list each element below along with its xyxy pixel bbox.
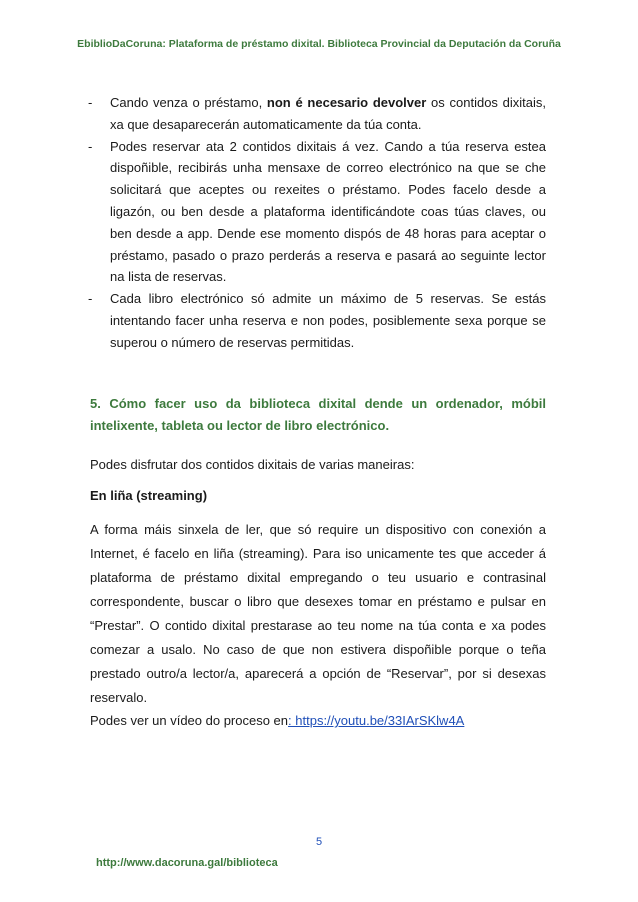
list-item [90, 288, 546, 353]
intro-text: Podes disfrutar dos contidos dixitais de varias maneiras: [90, 457, 415, 472]
bullet-text-end: os contidos dixitais, xa que desaparecerán automaticamente da túa conta. [110, 95, 546, 132]
footer-url: http://www.dacoruna.gal/biblioteca [96, 857, 278, 869]
streaming-paragraph: A forma máis sinxela de ler, que só require un dispositivo con conexión a Internet, é facelo en liña (streaming). Para iso unicamente tes que acceder á plataforma de préstamo dixital empregando o teu usuario e contrasinal correspondente, buscar o libro que desexes tomar en préstamo e pulsar en “Prestar”. O contido dixital prestarase ao teu nome na túa conta e xa podes comezar a usalo. No caso de que non estivera dispoñible porque o teña prestado outro/a lector/a, aparecerá a opción de “Reservar”, por si desexas reservalo. [90, 522, 546, 705]
video-line [90, 711, 546, 731]
page-number: 5 [315, 836, 323, 848]
list-item [90, 92, 546, 136]
list-item [90, 136, 546, 289]
bullet-text-start: Cando venza o préstamo, [110, 95, 267, 110]
bullet-dash: - [88, 138, 93, 154]
video-link[interactable]: : https://youtu.be/33IArSKlw4A [288, 713, 465, 728]
bullet-dash: - [88, 95, 93, 110]
video-line-text: Podes ver un vídeo do proceso en [90, 713, 289, 728]
section-heading: 5. Cómo facer uso da biblioteca dixital dende un ordenador, móbil intelixente, tableta ou lector de libro electrónico. [90, 396, 546, 433]
bullet-text: Cada libro electrónico só admite un máximo de 5 reservas. Se estás intentando facer unha reserva e non podes, posiblemente sexa porque se superou o número de reservas permitidas. [110, 291, 546, 350]
reservation-rules-list [90, 92, 546, 354]
page-header: EbiblioDaCoruna: Plataforma de préstamo dixital. Biblioteca Provincial da Deputación da Coruña [77, 38, 561, 50]
bullet-dash: - [88, 291, 93, 307]
bullet-bold-text: non é necesario devolver [266, 95, 427, 110]
streaming-subheading: En liña (streaming) [90, 488, 208, 503]
bullet-text: Podes reservar ata 2 contidos dixitais á vez. Cando a túa reserva estea dispoñible, recibirás unha mensaxe de correo electrónico na que se che solicitará que aceptes ou rexeites o préstamo. Podes facelo desde a ligazón, ou ben desde a plataforma identificándote coas túas claves, ou ben desde a app. Dende ese momento dispós de 48 horas para aceptar o préstamo, pasado o prazo perderás a reserva e pasará ao seguinte lector na lista de reservas. [110, 138, 546, 285]
